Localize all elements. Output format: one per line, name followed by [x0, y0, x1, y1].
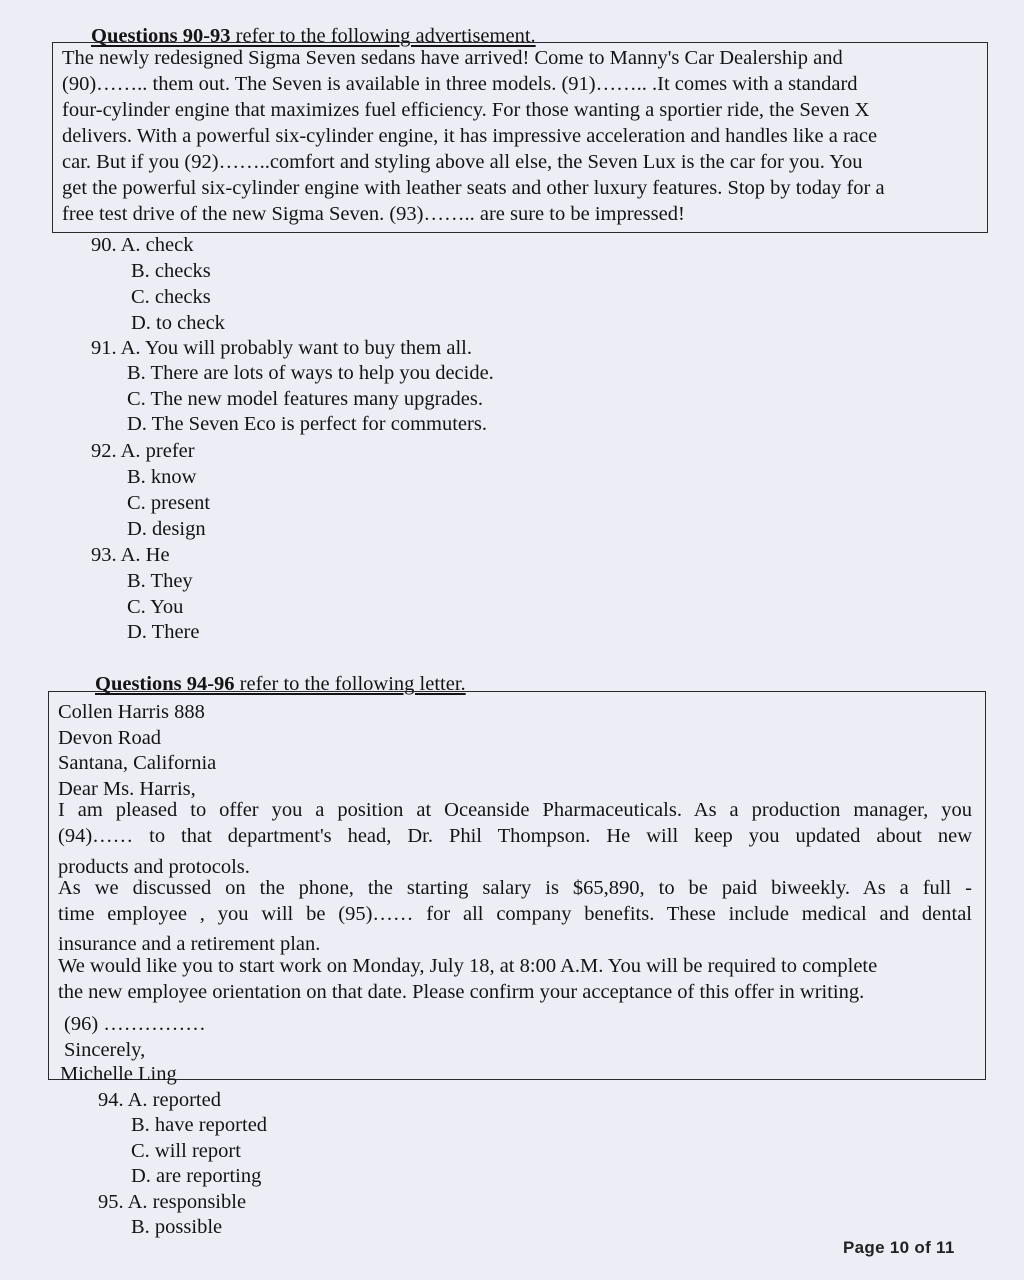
answer-option: D. are reporting: [131, 1165, 262, 1187]
question-number: 92.: [91, 440, 117, 462]
question-number: 95.: [98, 1191, 124, 1213]
question-number: 94.: [98, 1089, 124, 1111]
letter-line: As we discussed on the phone, the starting salary is $65,890, to be paid biweekly. As a full -: [58, 877, 972, 899]
question-92-a: [91, 439, 195, 463]
question-number: 91.: [91, 337, 117, 359]
answer-option: C. The new model features many upgrades.: [127, 388, 483, 410]
question-91-a: [91, 336, 472, 360]
letter-line: Sincerely,: [64, 1039, 146, 1061]
passage-line: The newly redesigned Sigma Seven sedans have arrived! Come to Manny's Car Dealership and: [62, 47, 843, 69]
answer-option: D. The Seven Eco is perfect for commuters.: [127, 413, 487, 435]
answer-option: B. possible: [131, 1216, 223, 1238]
letter-line: insurance and a retirement plan.: [58, 933, 321, 955]
section-heading-bold: Questions 94-96: [95, 673, 235, 695]
passage-line: delivers. With a powerful six-cylinder engine, it has impressive acceleration and handles like a race: [62, 125, 878, 147]
question-94-a: [98, 1088, 221, 1112]
answer-option: B. have reported: [131, 1114, 268, 1136]
letter-line: (96) ……………: [64, 1013, 206, 1035]
answer-option: C. You: [127, 596, 184, 618]
answer-option: C. will report: [131, 1140, 241, 1162]
answer-option: D. There: [127, 621, 200, 643]
answer-option: B. There are lots of ways to help you decide.: [127, 362, 494, 384]
answer-option: B. checks: [131, 260, 211, 282]
question-number: 93.: [91, 544, 117, 566]
answer-option: A. check: [120, 234, 194, 256]
letter-line: I am pleased to offer you a position at Oceanside Pharmaceuticals. As a production manager, you: [58, 799, 972, 821]
page-number: Page 10 of 11: [843, 1238, 955, 1257]
answer-option: A. reported: [127, 1089, 221, 1111]
letter-line: (94)…… to that department's head, Dr. Phil Thompson. He will keep you updated about new: [58, 825, 972, 847]
answer-option: D. design: [127, 518, 206, 540]
question-90-a: [91, 233, 193, 257]
question-number: 90.: [91, 234, 117, 256]
section-heading-rest: refer to the following letter.: [234, 673, 466, 695]
answer-option: B. They: [127, 570, 193, 592]
letter-line: products and protocols.: [58, 856, 250, 878]
passage-line: car. But if you (92)……..comfort and styling above all else, the Seven Lux is the car for you. You: [62, 151, 863, 173]
letter-line: We would like you to start work on Monday, July 18, at 8:00 A.M. You will be required to complete: [58, 955, 878, 977]
answer-option: A. prefer: [120, 440, 195, 462]
passage-line: get the powerful six-cylinder engine with leather seats and other luxury features. Stop by today for a: [62, 177, 885, 199]
answer-option: B. know: [127, 466, 197, 488]
section-heading-rest: refer to the following advertisement.: [230, 25, 536, 47]
passage-line: (90)…….. them out. The Seven is available in three models. (91)…….. .It comes with a standard: [62, 73, 858, 95]
question-93-a: [91, 543, 170, 567]
letter-line: Collen Harris 888: [58, 701, 205, 723]
answer-option: C. present: [127, 492, 211, 514]
letter-line: Dear Ms. Harris,: [58, 778, 196, 800]
passage-line: free test drive of the new Sigma Seven. (93)…….. are sure to be impressed!: [62, 203, 685, 225]
answer-option: C. checks: [131, 286, 211, 308]
letter-line: Devon Road: [58, 727, 162, 749]
passage-line: four-cylinder engine that maximizes fuel efficiency. For those wanting a sportier ride, the Seven X: [62, 99, 870, 121]
letter-line: time employee , you will be (95)…… for all company benefits. These include medical and dental: [58, 903, 972, 925]
letter-line: the new employee orientation on that date. Please confirm your acceptance of this offer in writing.: [58, 981, 865, 1003]
answer-option: A. responsible: [127, 1191, 247, 1213]
question-95-a: [98, 1190, 246, 1214]
letter-line: Michelle Ling: [60, 1063, 177, 1085]
answer-option: D. to check: [131, 312, 225, 334]
section-heading-bold: Questions 90-93: [91, 25, 231, 47]
letter-line: Santana, California: [58, 752, 217, 774]
answer-option: A. You will probably want to buy them all.: [120, 337, 472, 359]
answer-option: A. He: [120, 544, 170, 566]
